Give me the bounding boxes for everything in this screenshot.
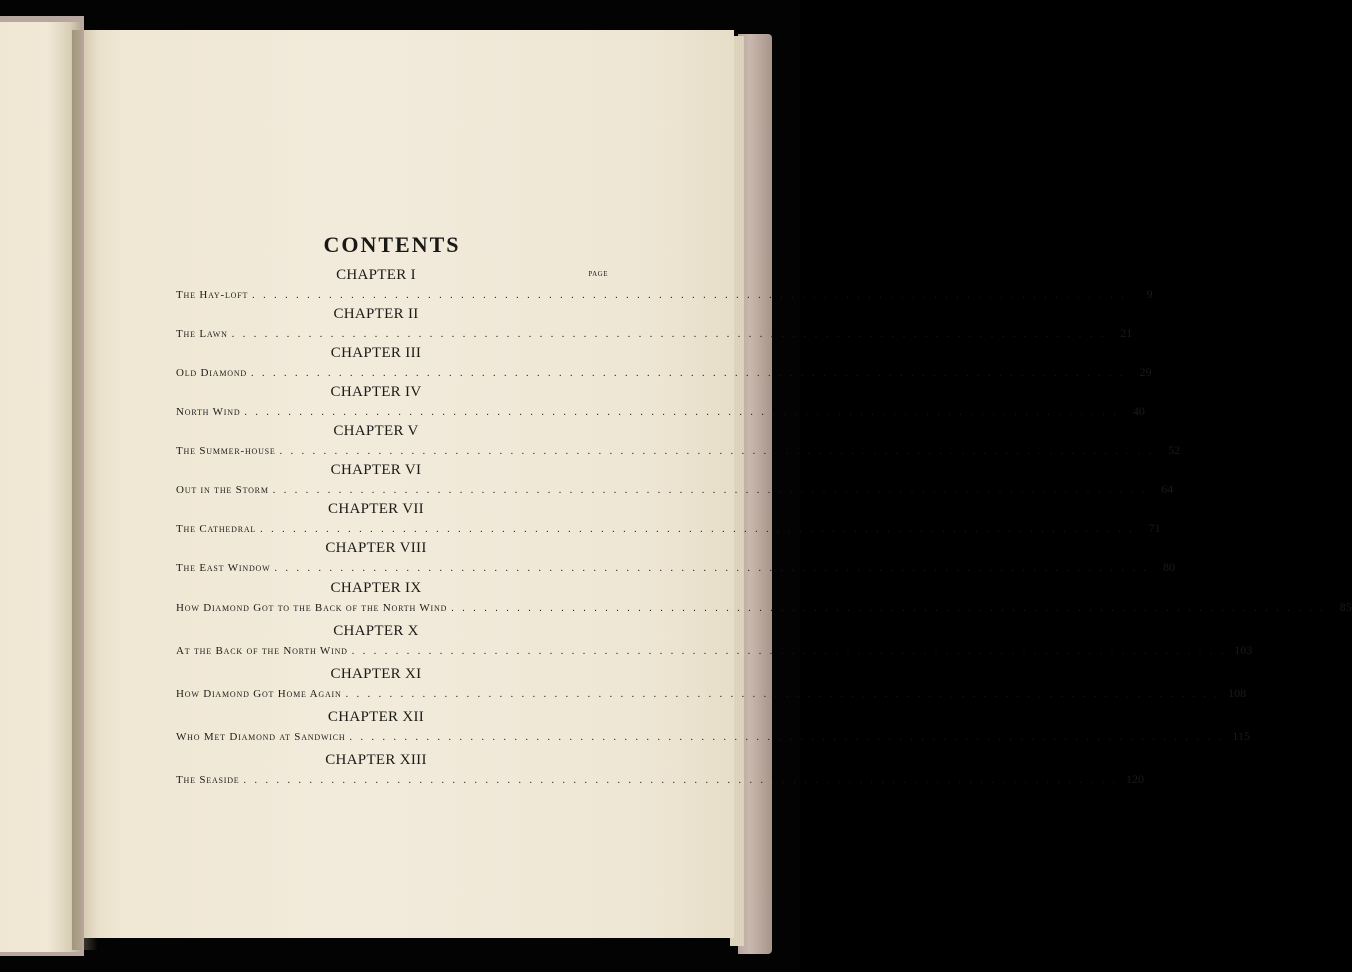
dot-leader: . . . . . . . . . . . . . . . . . . . . . . . . . . . . . . . . . . . . . . . . . . . . . . . . . . . . . . . . . . . . . . . . . . . . . . . . . . . . . . . . <box>252 290 1127 301</box>
chapter-line <box>176 600 1352 616</box>
chapter-title: Out in the Storm <box>176 484 269 496</box>
chapter-entry <box>176 500 1161 537</box>
chapter-title: Old Diamond <box>176 367 247 379</box>
chapter-page-number: 29 <box>1139 365 1152 379</box>
chapter-entry <box>176 305 1133 342</box>
chapter-entry <box>176 422 1181 459</box>
chapter-line <box>176 729 1250 745</box>
chapter-entry <box>176 579 1352 616</box>
chapter-heading: CHAPTER X <box>333 623 419 639</box>
dot-leader: . . . . . . . . . . . . . . . . . . . . . . . . . . . . . . . . . . . . . . . . . . . . . . . . . . . . . . . . . . . . . . . . . . . . . . . . . . . . . . . . <box>244 407 1119 418</box>
dot-leader: . . . . . . . . . . . . . . . . . . . . . . . . . . . . . . . . . . . . . . . . . . . . . . . . . . . . . . . . . . . . . . . . . . . . . . . . . . . . . . . . <box>349 732 1224 743</box>
chapter-title: How Diamond Got to the Back of the North Wind <box>176 602 448 614</box>
chapter-page-number: 52 <box>1168 443 1181 457</box>
book-gutter <box>72 30 98 950</box>
chapter-title: The Hay-loft <box>176 289 249 301</box>
chapter-line <box>176 560 1175 576</box>
chapter-heading: CHAPTER XIII <box>325 752 427 768</box>
chapter-entry <box>176 539 1175 576</box>
chapter-page-number: 103 <box>1234 643 1253 657</box>
contents-title: CONTENTS <box>323 232 461 257</box>
dot-leader: . . . . . . . . . . . . . . . . . . . . . . . . . . . . . . . . . . . . . . . . . . . . . . . . . . . . . . . . . . . . . . . . . . . . . . . . . . . . . . . . <box>279 446 1155 457</box>
chapter-line <box>176 365 1152 381</box>
left-page <box>0 22 80 952</box>
chapter-line <box>176 326 1133 342</box>
chapter-heading: CHAPTER VII <box>328 501 424 517</box>
chapter-line <box>176 404 1145 420</box>
chapter-title: North Wind <box>176 406 241 418</box>
chapter-line <box>176 287 1153 303</box>
dot-leader: . . . . . . . . . . . . . . . . . . . . . . . . . . . . . . . . . . . . . . . . . . . . . . . . . . . . . . . . . . . . . . . . . . . . . . . . . . . . . . . . <box>451 603 1326 614</box>
chapter-heading: CHAPTER VIII <box>325 540 427 556</box>
chapter-title: Who Met Diamond at Sandwich <box>176 731 346 743</box>
chapter-page-number: 85 <box>1339 600 1352 614</box>
chapter-line <box>176 443 1181 459</box>
chapter-line <box>176 772 1144 788</box>
chapter-entry <box>176 622 1253 659</box>
chapter-heading: CHAPTER IV <box>330 384 422 400</box>
chapter-entry <box>176 266 1153 303</box>
chapter-title: The Seaside <box>176 774 240 786</box>
chapter-page-number: 21 <box>1120 326 1133 340</box>
dot-leader: . . . . . . . . . . . . . . . . . . . . . . . . . . . . . . . . . . . . . . . . . . . . . . . . . . . . . . . . . . . . . . . . . . . . . . . . . . . . . . . . <box>251 368 1126 379</box>
chapter-heading: CHAPTER I <box>336 267 416 283</box>
chapter-entry <box>176 461 1174 498</box>
chapter-heading: CHAPTER VI <box>330 462 422 478</box>
chapter-title: The Cathedral <box>176 523 257 535</box>
chapter-page-number: 64 <box>1161 482 1174 496</box>
chapter-title: The Summer-house <box>176 445 276 457</box>
chapter-entry <box>176 751 1144 788</box>
chapter-heading: CHAPTER V <box>333 423 419 439</box>
chapter-line <box>176 482 1174 498</box>
chapter-entry <box>176 383 1145 420</box>
dot-leader: . . . . . . . . . . . . . . . . . . . . . . . . . . . . . . . . . . . . . . . . . . . . . . . . . . . . . . . . . . . . . . . . . . . . . . . . . . . . . . . . <box>231 329 1107 340</box>
chapter-entry <box>176 344 1152 381</box>
dot-leader: . . . . . . . . . . . . . . . . . . . . . . . . . . . . . . . . . . . . . . . . . . . . . . . . . . . . . . . . . . . . . . . . . . . . . . . . . . . . . . . . <box>243 775 1118 786</box>
dot-leader: . . . . . . . . . . . . . . . . . . . . . . . . . . . . . . . . . . . . . . . . . . . . . . . . . . . . . . . . . . . . . . . . . . . . . . . . . . . . . . . . <box>272 485 1148 496</box>
chapter-page-number: 108 <box>1228 686 1247 700</box>
chapter-title: At the Back of the North Wind <box>176 645 348 657</box>
chapter-heading: CHAPTER IX <box>330 580 422 596</box>
dot-leader: . . . . . . . . . . . . . . . . . . . . . . . . . . . . . . . . . . . . . . . . . . . . . . . . . . . . . . . . . . . . . . . . . . . . . . . . . . . . . . . . <box>351 646 1227 657</box>
dot-leader: . . . . . . . . . . . . . . . . . . . . . . . . . . . . . . . . . . . . . . . . . . . . . . . . . . . . . . . . . . . . . . . . . . . . . . . . . . . . . . . . <box>274 563 1149 574</box>
chapter-heading: CHAPTER III <box>330 345 422 361</box>
chapter-heading: CHAPTER XII <box>327 709 425 725</box>
dot-leader: . . . . . . . . . . . . . . . . . . . . . . . . . . . . . . . . . . . . . . . . . . . . . . . . . . . . . . . . . . . . . . . . . . . . . . . . . . . . . . . . <box>345 689 1221 700</box>
chapter-title: The East Window <box>176 562 271 574</box>
chapter-title: The Lawn <box>176 328 228 340</box>
chapter-line <box>176 521 1161 537</box>
chapter-page-number: 80 <box>1162 560 1175 574</box>
chapter-page-number: 9 <box>1146 287 1153 301</box>
chapter-entry <box>176 665 1247 702</box>
chapter-title: How Diamond Got Home Again <box>176 688 342 700</box>
chapter-page-number: 40 <box>1132 404 1145 418</box>
chapter-heading: CHAPTER II <box>333 306 419 322</box>
chapter-line <box>176 686 1247 702</box>
chapter-page-number: 120 <box>1126 772 1144 786</box>
page-column-heading: PAGE <box>588 270 608 278</box>
chapter-page-number: 115 <box>1232 729 1250 743</box>
chapter-entry <box>176 708 1250 745</box>
chapter-heading: CHAPTER XI <box>330 666 422 682</box>
chapter-page-number: 71 <box>1148 521 1161 535</box>
chapter-line <box>176 643 1253 659</box>
dot-leader: . . . . . . . . . . . . . . . . . . . . . . . . . . . . . . . . . . . . . . . . . . . . . . . . . . . . . . . . . . . . . . . . . . . . . . . . . . . . . . . . <box>260 524 1135 535</box>
